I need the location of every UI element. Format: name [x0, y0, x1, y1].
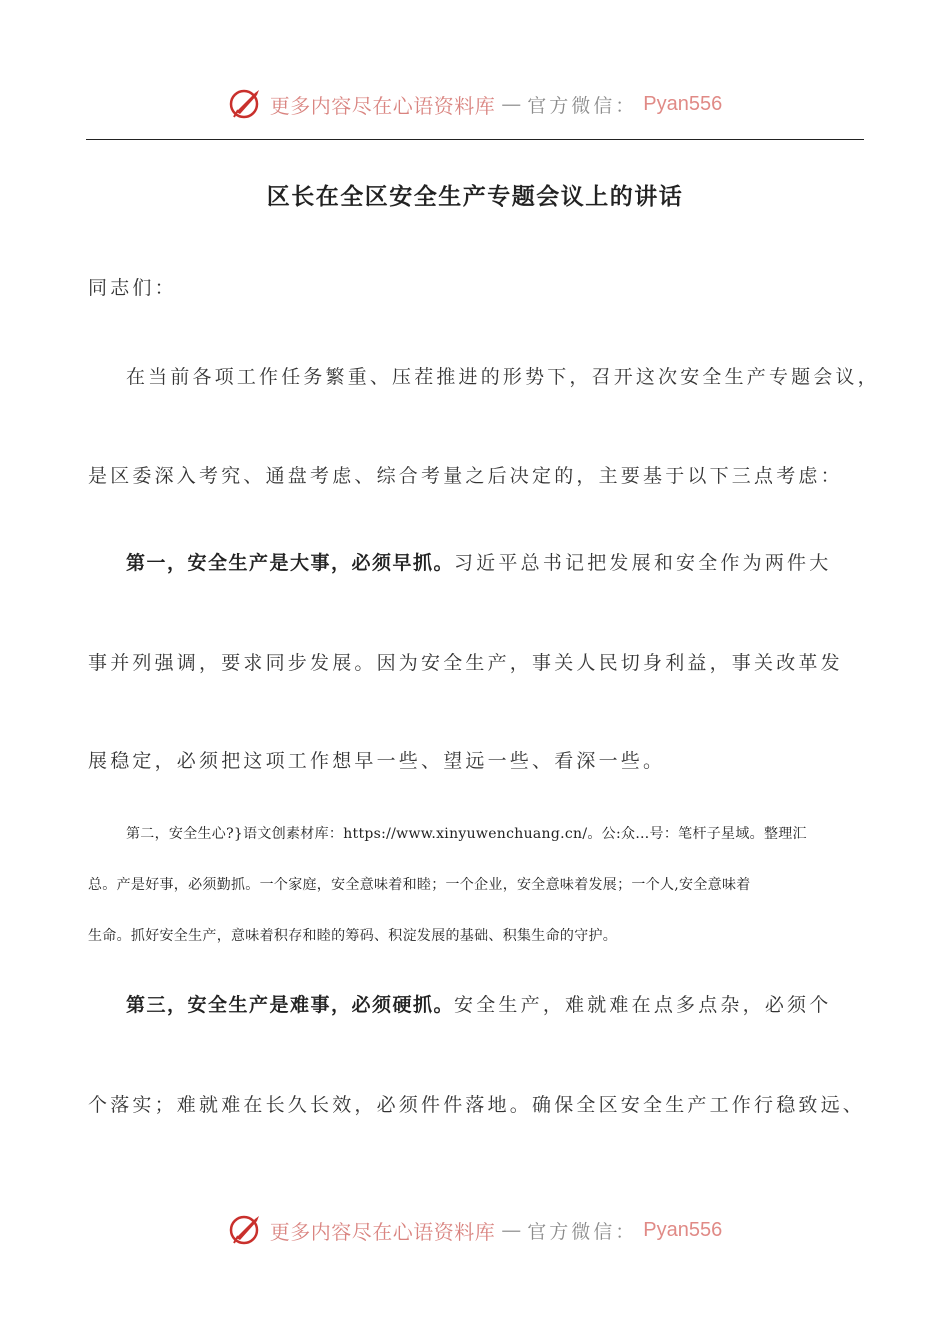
point3-heading: 第三，安全生产是难事，必须硬抓。: [126, 994, 455, 1016]
point1-line1-rest: 习近平总书记把发展和安全作为两件大: [454, 552, 832, 574]
para1-line1: 在当前各项工作任务繁重、压茬推进的形势下，召开这次安全生产专题会议，: [126, 366, 880, 388]
point2-line2: 总。产是好事，必须勤抓。一个家庭，安全意味着和睦；一个企业，安全意味着发展；一个人,安全意味着: [88, 877, 751, 893]
point3-line1-rest: 安全生产，难就难在点多点杂，必须个: [454, 994, 832, 1016]
wechat-label: 官方微信：: [527, 94, 638, 117]
header-banner: [0, 84, 950, 124]
point1-line2: 事并列强调，要求同步发展。因为安全生产，事关人民切身利益，事关改革发: [88, 652, 843, 674]
point3-line1: [126, 990, 831, 1017]
quill-logo-icon: [228, 1212, 264, 1248]
point1-line1: [126, 548, 831, 575]
site-name: 更多内容尽在心语资料库: [269, 1219, 496, 1244]
banner-dash: —: [501, 92, 522, 116]
wechat-label: 官方微信：: [527, 1220, 638, 1243]
point1-line3: 展稳定，必须把这项工作想早一些、望远一些、看深一些。: [88, 750, 666, 772]
site-name: 更多内容尽在心语资料库: [269, 93, 496, 118]
wechat-id: Pyan556: [643, 1218, 723, 1241]
banner-dash: —: [501, 1218, 522, 1242]
para1-line2: 是区委深入考究、通盘考虑、综合考量之后决定的，主要基于以下三点考虑：: [88, 465, 843, 487]
wechat-id: Pyan556: [643, 92, 723, 115]
point2-line3: 生命。抓好安全生产，意味着积存和睦的筹码、积淀发展的基础、积集生命的守护。: [88, 928, 618, 944]
footer-banner: [0, 1210, 950, 1250]
header-rule: [86, 139, 864, 140]
document-title: 区长在全区安全生产专题会议上的讲话: [266, 184, 684, 210]
point2-line1: 第二，安全生心?}语文创素材库：https://www.xinyuwenchuang.cn/。公:众…号：笔杆子星域。整理汇: [126, 826, 807, 842]
greeting: 同志们：: [88, 277, 177, 299]
point3-line2: 个落实；难就难在长久长效，必须件件落地。确保全区安全生产工作行稳致远、: [88, 1094, 866, 1116]
point1-heading: 第一，安全生产是大事，必须早抓。: [126, 552, 455, 574]
quill-logo-icon: [228, 86, 264, 122]
